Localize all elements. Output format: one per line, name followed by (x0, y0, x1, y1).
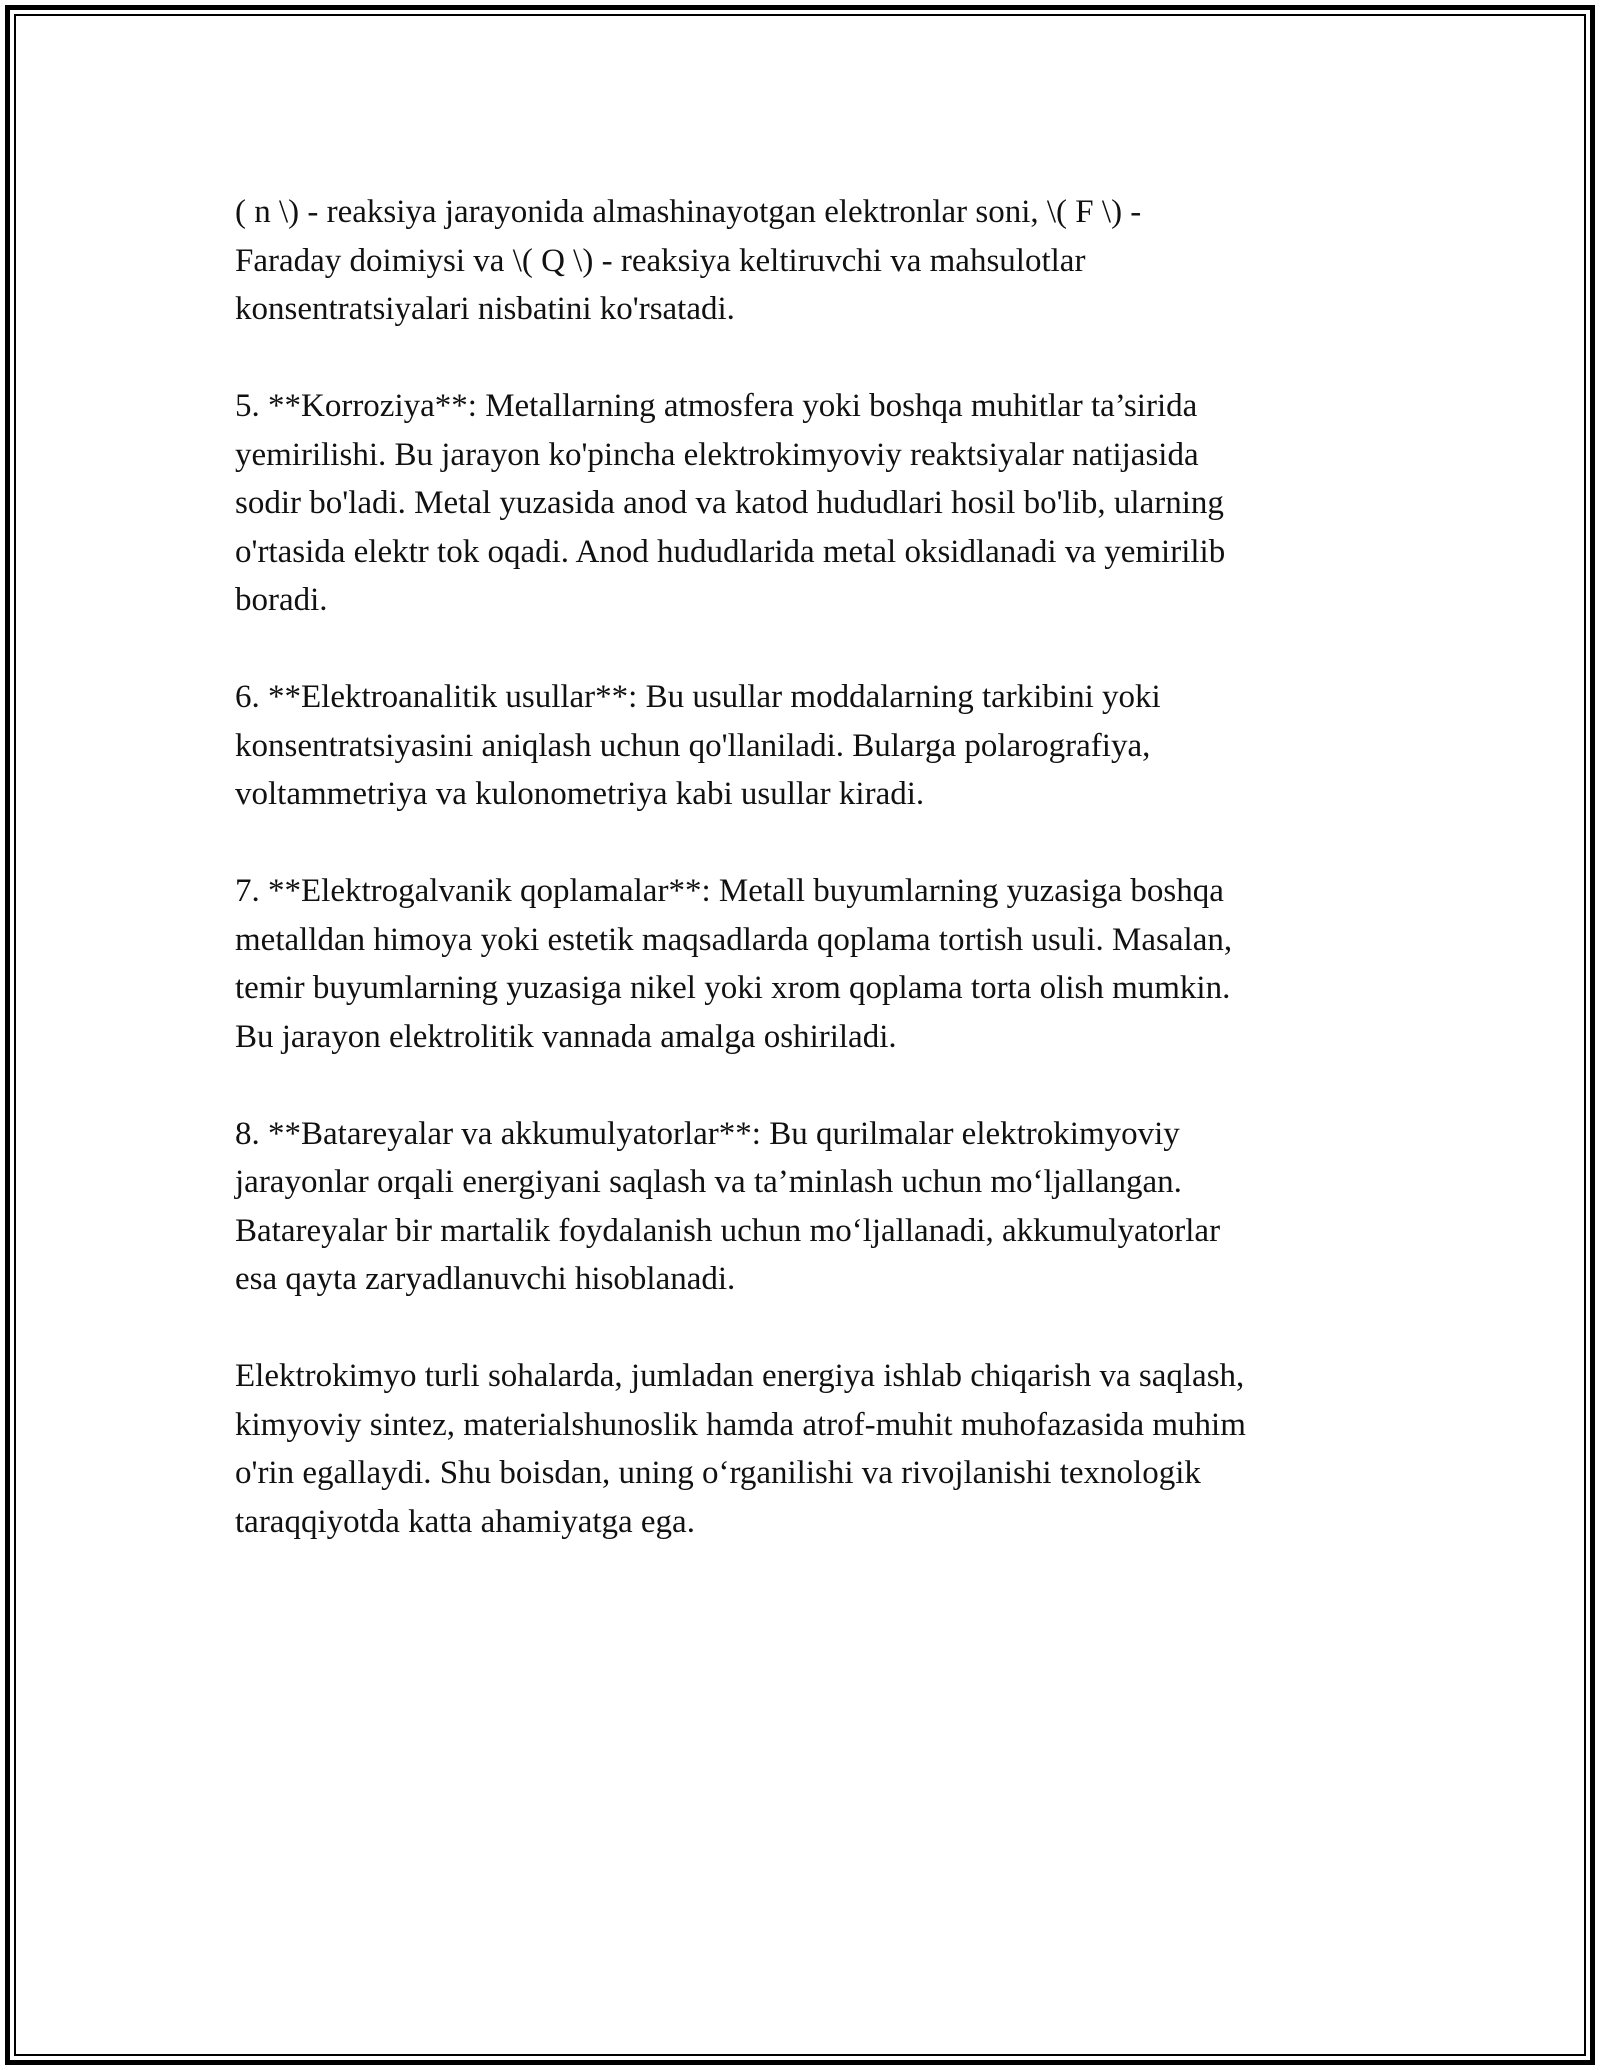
text-line: ( n \) - reaksiya jarayonida almashinayotgan elektronlar soni, \( F \) - (235, 194, 1142, 230)
paragraph-korroziya (235, 382, 1385, 625)
text-line: Elektrokimyo turli sohalarda, jumladan energiya ishlab chiqarish va saqlash, (235, 1358, 1245, 1394)
paragraph-elektroanalitik (235, 673, 1385, 819)
text-line: 7. **Elektrogalvanik qoplamalar**: Metall buyumlarning yuzasiga boshqa (235, 873, 1224, 909)
text-line: temir buyumlarning yuzasiga nikel yoki xrom qoplama torta olish mumkin. (235, 970, 1231, 1006)
text-line: sodir bo'ladi. Metal yuzasida anod va katod hududlari hosil bo'lib, ularning (235, 485, 1224, 521)
text-line: esa qayta zaryadlanuvchi hisoblanadi. (235, 1261, 736, 1297)
text-line: konsentratsiyasini aniqlash uchun qo'llaniladi. Bularga polarografiya, (235, 727, 1151, 764)
text-line: o'rin egallaydi. Shu boisdan, uning o‘rganilishi va rivojlanishi texnologik (235, 1455, 1201, 1491)
text-line: 6. **Elektroanalitik usullar**: Bu usullar moddalarning tarkibini yoki (235, 679, 1161, 715)
paragraph-nernst-continuation (235, 188, 1385, 334)
text-line: Bu jarayon elektrolitik vannada amalga oshiriladi. (235, 1018, 897, 1055)
text-line: taraqqiyotda katta ahamiyatga ega. (235, 1503, 695, 1540)
text-line: metalldan himoya yoki estetik maqsadlarda qoplama tortish usuli. Masalan, (235, 921, 1233, 958)
paragraph-batareyalar (235, 1110, 1385, 1304)
text-line: kimyoviy sintez, materialshunoslik hamda atrof-muhit muhofazasida muhim (235, 1406, 1246, 1443)
text-line: voltammetriya va kulonometriya kabi usullar kiradi. (235, 776, 925, 812)
text-line: konsentratsiyalari nisbatini ko'rsatadi. (235, 291, 735, 327)
text-line: Batareyalar bir martalik foydalanish uchun mo‘ljallanadi, akkumulyatorlar (235, 1212, 1221, 1249)
document-body (235, 188, 1385, 1595)
text-line: jarayonlar orqali energiyani saqlash va ta’minlash uchun mo‘ljallangan. (235, 1164, 1182, 1200)
text-line: Faraday doimiysi va \( Q \) - reaksiya keltiruvchi va mahsulotlar (235, 242, 1086, 279)
text-line: 8. **Batareyalar va akkumulyatorlar**: Bu qurilmalar elektrokimyoviy (235, 1115, 1180, 1152)
paragraph-elektrogalvanik (235, 867, 1385, 1061)
text-line: 5. **Korroziya**: Metallarning atmosfera yoki boshqa muhitlar ta’sirida (235, 388, 1198, 424)
paragraph-conclusion (235, 1352, 1385, 1546)
text-line: o'rtasida elektr tok oqadi. Anod hududlarida metal oksidlanadi va yemirilib (235, 533, 1226, 570)
text-line: boradi. (235, 582, 328, 618)
text-line: yemirilishi. Bu jarayon ko'pincha elektrokimyoviy reaktsiyalar natijasida (235, 436, 1199, 473)
